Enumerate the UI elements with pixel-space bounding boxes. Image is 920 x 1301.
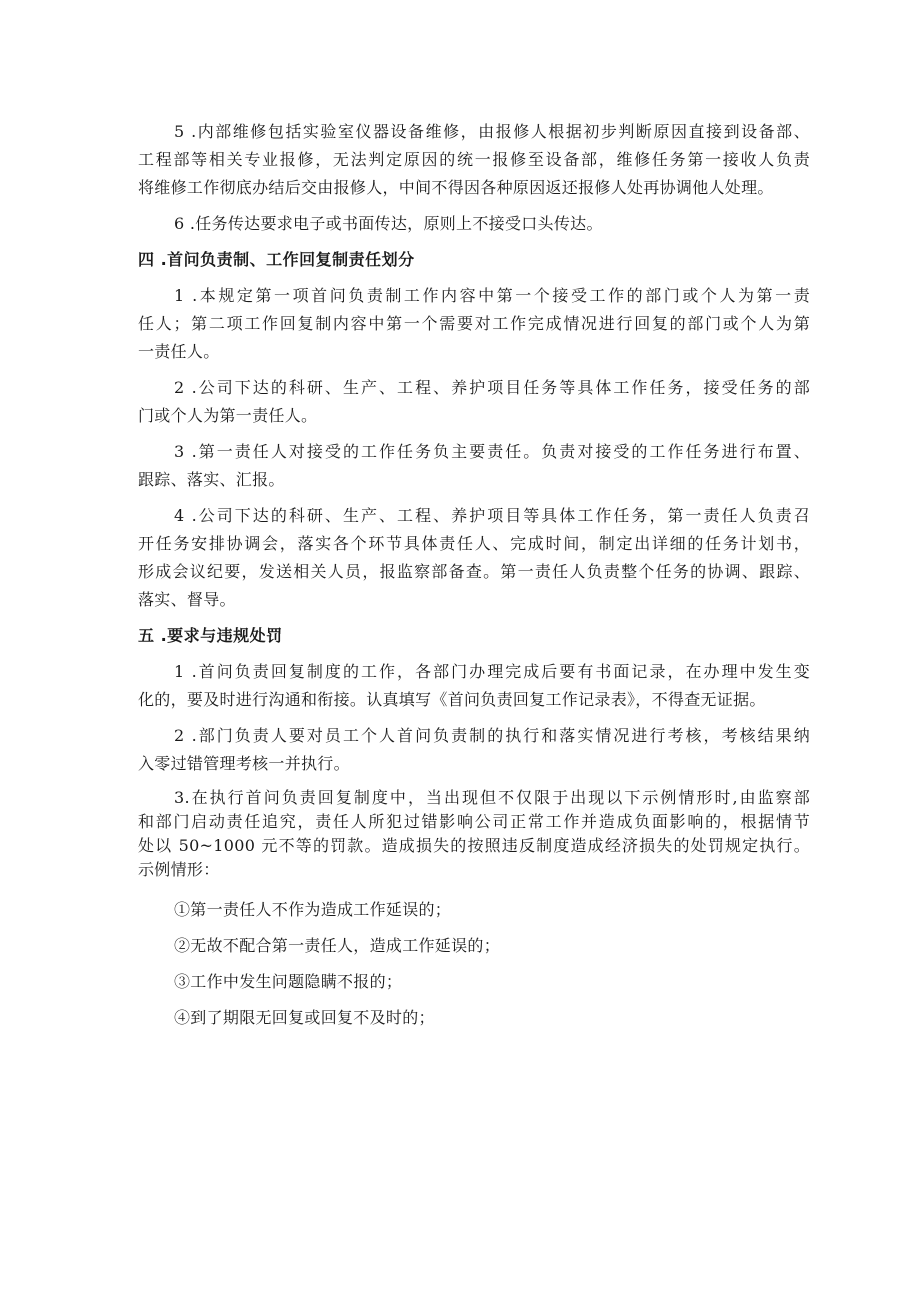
paragraph-4-4 <box>138 502 810 614</box>
text-line: 开任务安排协调会，落实各个环节具体责任人、完成时间，制定出详细的任务计划书， <box>138 534 810 553</box>
text-line: 4 .公司下达的科研、生产、工程、养护项目等具体工作任务，第一责任人负责召 <box>174 506 810 525</box>
example-item-1: ①第一责任人不作为造成工作延误的； <box>174 900 452 919</box>
paragraph-5-3 <box>138 786 810 882</box>
text-line: 1 .首问负责回复制度的工作，各部门办理完成后要有书面记录，在办理中发生变 <box>174 662 810 681</box>
example-item-4: ④到了期限无回复或回复不及时的； <box>174 1008 435 1027</box>
text-line: 处以 50~1000 元不等的罚款。造成损失的按照违反制度造成经济损失的处罚规定执行。 <box>138 836 810 855</box>
text-line: 化的，要及时进行沟通和衔接。认真填写《首问负责回复工作记录表》，不得查无证据。 <box>138 690 766 709</box>
paragraph-5-2 <box>138 722 810 778</box>
text-line: 将维修工作彻底办结后交由报修人，中间不得因各种原因返还报修人处再协调他人处理。 <box>138 178 774 197</box>
paragraph-4-1 <box>138 282 810 366</box>
text-line: 1 .本规定第一项首问负责制工作内容中第一个接受工作的部门或个人为第一责 <box>174 286 810 305</box>
text-line: 示例情形： <box>138 860 220 879</box>
paragraph-5-1 <box>138 658 810 714</box>
text-line: 工程部等相关专业报修，无法判定原因的统一报修至设备部，维修任务第一接收人负责 <box>138 150 810 169</box>
example-item-2: ②无故不配合第一责任人，造成工作延误的； <box>174 936 501 955</box>
paragraph-internal-repair <box>138 118 810 202</box>
section-heading-five: 五 .要求与违规处罚 <box>138 626 283 645</box>
document-page <box>138 118 810 1040</box>
text-line: 3 .第一责任人对接受的工作任务负主要责任。负责对接受的工作任务进行布置、 <box>174 442 810 461</box>
text-line: 落实、督导。 <box>138 590 236 609</box>
text-line: 和部门启动责任追究，责任人所犯过错影响公司正常工作并造成负面影响的，根据情节 <box>138 812 810 831</box>
text-line: 任人；第二项工作回复制内容中第一个需要对工作完成情况进行回复的部门或个人为第 <box>138 314 810 333</box>
text-line: 入零过错管理考核一并执行。 <box>138 754 350 773</box>
paragraph-4-2 <box>138 374 810 430</box>
text-line: 一责任人。 <box>138 342 220 361</box>
text-line: 跟踪、落实、汇报。 <box>138 470 285 489</box>
section-heading-four: 四 .首问负责制、工作回复制责任划分 <box>138 250 415 269</box>
text-line: 2 .公司下达的科研、生产、工程、养护项目任务等具体工作任务，接受任务的部 <box>174 378 810 397</box>
text-line: 门或个人为第一责任人。 <box>138 406 318 425</box>
paragraph-4-3 <box>138 438 810 494</box>
example-item-3: ③工作中发生问题隐瞒不报的； <box>174 972 403 991</box>
text-line: 形成会议纪要，发送相关人员，报监察部备查。第一责任人负责整个任务的协调、跟踪、 <box>138 562 810 581</box>
text-line: 5 .内部维修包括实验室仪器设备维修，由报修人根据初步判断原因直接到设备部、 <box>174 122 810 141</box>
text-line: 2 .部门负责人要对员工个人首问负责制的执行和落实情况进行考核，考核结果纳 <box>174 726 810 745</box>
paragraph-task-transmission <box>138 210 810 238</box>
text-line: 6 .任务传达要求电子或书面传达，原则上不接受口头传达。 <box>174 214 603 233</box>
text-line: 3.在执行首问负责回复制度中，当出现但不仅限于出现以下示例情形时,由监察部 <box>174 788 810 807</box>
